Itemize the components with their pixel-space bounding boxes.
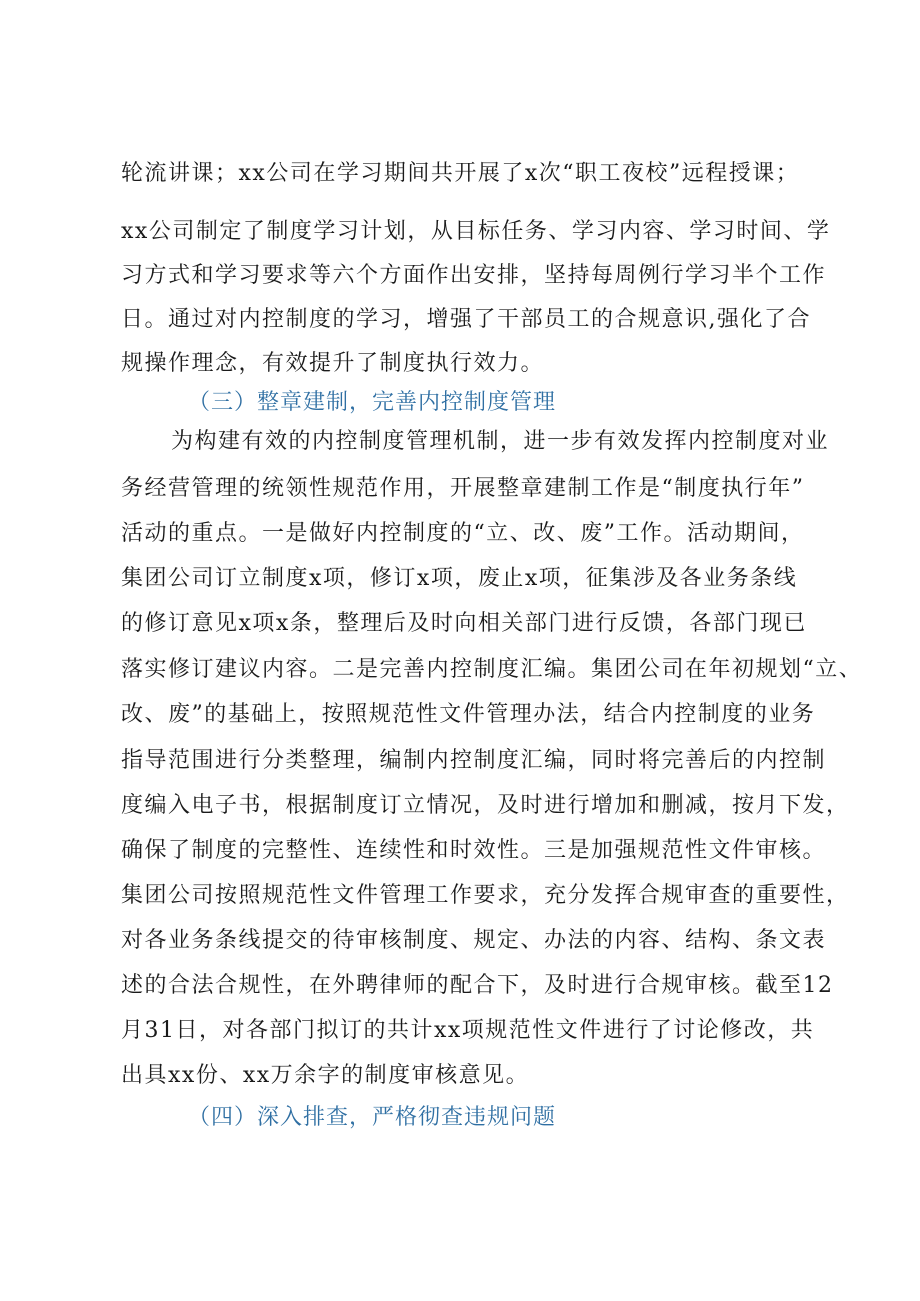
paragraph-2-line-14: 月31日，对各部门拟订的共计xx项规范性文件进行了讨论修改，共 [121,1018,815,1043]
paragraph-2-line-2: 务经营管理的统领性规范作用，开展整章建制工作是“制度执行年” [121,476,805,501]
paragraph-1-line-3: 习方式和学习要求等六个方面作出安排，坚持每周例行学习半个工作 [121,263,827,288]
paragraph-2-line-5: 的修订意见x项x条，整理后及时向相关部门进行反馈，各部门现已 [121,611,807,636]
paragraph-1-line-4: 日。通过对内控制度的学习，增强了干部员工的合规意识,强化了合 [121,307,811,332]
paragraph-2-line-1: 为构建有效的内控制度管理机制，进一步有效发挥内控制度对业 [171,429,830,454]
paragraph-2-line-11: 集团公司按照规范性文件管理工作要求，充分发挥合规审查的重要性， [121,883,850,908]
paragraph-2-line-9: 度编入电子书，根据制度订立情况，及时进行增加和删减，按月下发， [121,793,850,818]
paragraph-1-line-5: 规操作理念，有效提升了制度执行效力。 [121,351,545,376]
paragraph-2-line-8: 指导范围进行分类整理，编制内控制度汇编，同时将完善后的内控制 [121,748,827,773]
paragraph-2-line-13: 述的合法合规性，在外聘律师的配合下，及时进行合规审核。截至12 [121,973,834,998]
paragraph-2-line-3: 活动的重点。一是做好内控制度的“立、改、废”工作。活动期间， [121,521,805,546]
paragraph-2-line-12: 对各业务条线提交的待审核制度、规定、办法的内容、结构、条文表 [121,928,827,953]
paragraph-1-line-1: 轮流讲课；xx公司在学习期间共开展了x次“职工夜校”远程授课； [121,161,800,186]
paragraph-2-line-15: 出具xx份、xx万余字的制度审核意见。 [121,1063,530,1088]
section-heading-4: （四）深入排查，严格彻查违规问题 [188,1105,557,1130]
paragraph-2-line-10: 确保了制度的完整性、连续性和时效性。三是加强规范性文件审核。 [121,838,827,863]
paragraph-2-line-6: 落实修订建议内容。二是完善内控制度汇编。集团公司在年初规划“立、 [121,657,863,682]
paragraph-1-line-2: xx公司制定了制度学习计划，从目标任务、学习内容、学习时间、学 [121,219,831,244]
section-heading-3: （三）整章建制，完善内控制度管理 [188,390,557,415]
paragraph-2-line-4: 集团公司订立制度x项，修订x项，废止x项，征集涉及各业务条线 [121,566,798,591]
paragraph-2-line-7: 改、废”的基础上，按照规范性文件管理办法，结合内控制度的业务 [121,702,816,727]
